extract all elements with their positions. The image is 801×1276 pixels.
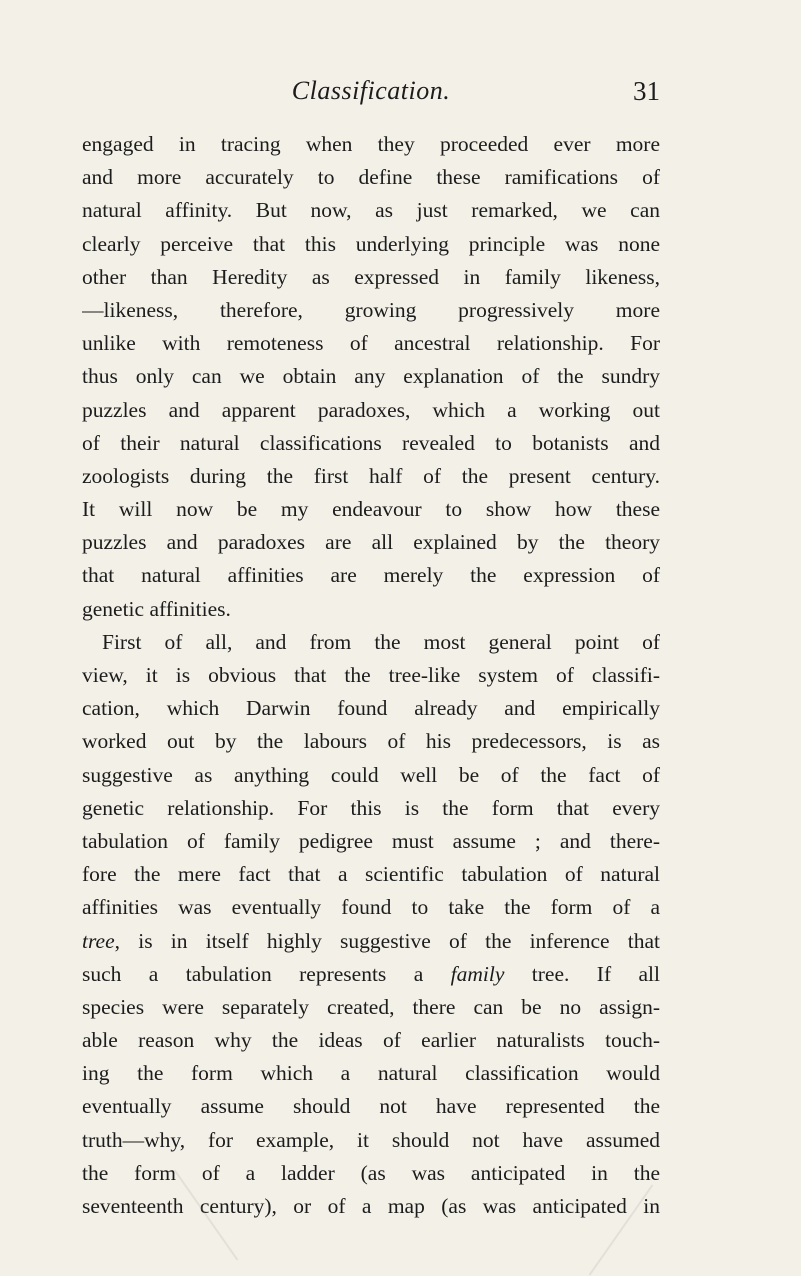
text-line: affinities was eventually found to take the form of a bbox=[82, 895, 660, 920]
line-text: tree. If all bbox=[504, 961, 660, 986]
text-line: tabulation of family pedigree must assume ; and there- bbox=[82, 828, 660, 853]
text-line: other than Heredity as expressed in family likeness, bbox=[82, 264, 660, 289]
text-line: cation, which Darwin found already and empirically bbox=[82, 696, 660, 721]
text-line: suggestive as anything could well be of the fact of bbox=[82, 762, 660, 787]
text-line: zoologists during the first half of the present century. bbox=[82, 463, 660, 488]
text-line: puzzles and apparent paradoxes, which a working out bbox=[82, 397, 660, 422]
text-line: that natural affinities are merely the expression of bbox=[82, 563, 660, 588]
chapter-title: Classification. bbox=[291, 76, 451, 105]
text-line: view, it is obvious that the tree-like system of classifi- bbox=[82, 663, 660, 687]
running-head bbox=[82, 76, 660, 116]
text-line: unlike with remoteness of ancestral relationship. For bbox=[82, 331, 660, 356]
text-line: able reason why the ideas of earlier naturalists touch- bbox=[82, 1028, 660, 1053]
line-text: , is in itself highly suggestive of the inference that bbox=[114, 928, 660, 953]
text-line: the form of a ladder (as was anticipated in the bbox=[82, 1160, 660, 1185]
text-line: truth—why, for example, it should not have assumed bbox=[82, 1127, 660, 1152]
text-line: worked out by the labours of his predecessors, is as bbox=[82, 729, 660, 754]
text-line: eventually assume should not have represented the bbox=[82, 1094, 660, 1119]
text-line: —likeness, therefore, growing progressively more bbox=[82, 297, 660, 322]
text-line: clearly perceive that this underlying principle was none bbox=[82, 231, 660, 256]
text-line bbox=[82, 958, 660, 991]
text-line: and more accurately to define these ramifications of bbox=[82, 165, 660, 190]
text-line: thus only can we obtain any explanation of the sundry bbox=[82, 364, 660, 389]
body-text bbox=[82, 128, 660, 1223]
text-line: fore the mere fact that a scientific tabulation of natural bbox=[82, 862, 660, 887]
text-line: puzzles and paradoxes are all explained by the theory bbox=[82, 530, 660, 555]
line-text: such a tabulation represents a bbox=[82, 961, 451, 986]
text-line: genetic relationship. For this is the form that every bbox=[82, 795, 660, 820]
italic-word: family bbox=[450, 961, 505, 986]
italic-word: tree bbox=[82, 928, 115, 953]
text-line: of their natural classifications revealed to botanists and bbox=[82, 430, 660, 455]
text-line: ing the form which a natural classification would bbox=[82, 1061, 660, 1086]
text-line: genetic affinities. bbox=[82, 596, 231, 621]
text-line: seventeenth century), or of a map (as was anticipated in bbox=[82, 1194, 660, 1218]
text-line: species were separately created, there can be no assign- bbox=[82, 994, 660, 1019]
text-line: engaged in tracing when they proceeded ever more bbox=[82, 132, 660, 156]
text-line: natural affinity. But now, as just remarked, we can bbox=[82, 198, 660, 223]
text-line bbox=[82, 925, 660, 958]
text-line: It will now be my endeavour to show how these bbox=[82, 497, 660, 522]
text-line: First of all, and from the most general point of bbox=[102, 629, 660, 654]
page-number: 31 bbox=[633, 76, 660, 106]
